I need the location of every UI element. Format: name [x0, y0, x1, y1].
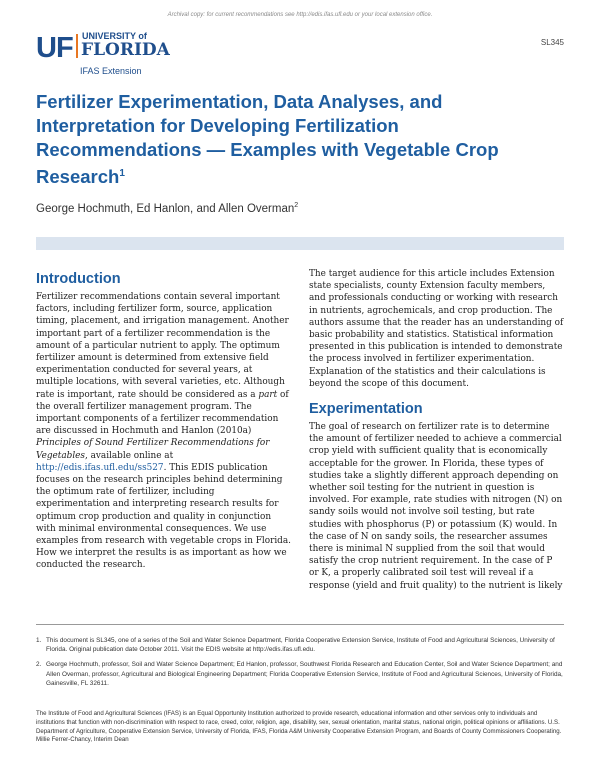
footnote-2: [36, 660, 564, 688]
logo-uf-letters: UF: [36, 32, 73, 64]
introduction-heading: Introduction: [36, 271, 121, 287]
edis-ss527-link[interactable]: http://edis.ifas.ufl.edu/ss527: [36, 462, 164, 473]
header-band: [36, 237, 564, 250]
footnote-divider: [36, 624, 564, 625]
title-footnote-ref[interactable]: 1: [119, 168, 125, 179]
intro-book-title: Principles of Sound Fertilizer Recommendations for Vegetables: [36, 438, 270, 461]
authors-text: George Hochmuth, Ed Hanlon, and Allen Overman: [36, 202, 295, 215]
authors-footnote-ref[interactable]: 2: [294, 202, 299, 209]
left-column: [36, 270, 291, 572]
intro-text-b: of the overall fertilizer management program. The important components of a fertilizer recommendation are discussed in Hochmuth and Hanlon (2010a): [36, 389, 289, 437]
footnote-text: This document is SL345, one of a series of the Soil and Water Science Department, Florida Cooperative Extension Service, Institute of Food and Agricultural Sciences, University of Florida. Original publication date October 2011. Visit the EDIS website at http://edis.ifas.ufl.edu.: [46, 637, 555, 654]
footnote-text: George Hochmuth, professor, Soil and Water Science Department; Ed Hanlon, professor, Southwest Florida Research and Education Center, Soil and Water Science Department; and Allen Overman, professor, Agricultural and Biological Engineering Department; Florida Cooperative Extension Service, Institute of Food and Agricultural Sciences, University of Florida, Gainesville, FL 32611.: [46, 661, 563, 687]
logo-divider: [76, 34, 78, 58]
logo-ifas-extension: IFAS Extension: [80, 66, 142, 76]
logo-florida: FLORIDA: [81, 40, 170, 60]
footnote-1: [36, 636, 564, 654]
experimentation-paragraph: The goal of research on fertilizer rate is to determine the amount of fertilizer needed to achieve a commercial crop yield with sufficient quality that is economically acceptable for the grower. In Florida, these types of studies take a slightly different approach depending on whether soil testing for the nutrient in question is involved. For example, rate studies with nitrogen (N) on sandy soils would not involve soil testing, but rate studies with phosphorus (P) or potassium (K) would. In the case of N on sandy soils, the researcher assumes there is minimal N supplied from the soil that would satisfy the crop nutrient requirement. In the case of P or K, a properly calibrated soil test will reveal if a response (yield and fruit quality) to the nutrient is likely: [309, 422, 563, 591]
title-text: Fertilizer Experimentation, Data Analyses, and Interpretation for Developing Fertilization Recommendations — Examples with Vegetable Crop Research: [36, 91, 499, 188]
audience-paragraph: The target audience for this article includes Extension state specialists, county Extension faculty members, and professionals conducting or working with research in nutrients, agrochemicals, and crop production. The authors assume that the reader has an understanding of basic probability and statistics. Statistical information presented in this publication is intended to demonstrate the process involved in fertilizer experimentation. Explanation of the statistics and their calculations is beyond the scope of this document.: [309, 269, 564, 389]
intro-text-d: . This EDIS publication focuses on the research principles behind determining the optimum rate of fertilizer, including experimentation and interpreting research results for optimum crop production and quality in conjunction with minimal environmental consequences. We use examples from research with vegetable crops in Florida. How we interpret the results is as important as how we conducted the research.: [36, 462, 291, 571]
equal-opportunity-statement: The Institute of Food and Agricultural Sciences (IFAS) is an Equal Opportunity Institution authorized to provide research, educational information and other services only to individuals and institutions that function with non-discrimination with respect to race, creed, color, religion, age, disability, sex, sexual orientation, marital status, national origin, political opinions or affiliations. U.S. Department of Agriculture, Cooperative Extension Service, University of Florida, IFAS, Florida A&M University Cooperative Extension Program, and Boards of County Commissioners Cooperating. Millie Ferrer-Chancy, Interim Dean: [36, 710, 562, 744]
introduction-paragraph: [36, 291, 291, 572]
document-id: SL345: [540, 38, 564, 47]
archival-notice: Archival copy: for current recommendations see http://edis.ifas.ufl.edu or your local extension office.: [167, 12, 433, 18]
intro-text-a: Fertilizer recommendations contain several important factors, including fertilizer form, source, application timing, placement, and irrigation management. Another important part of a fertilizer recommendation is the amount of a particular nutrient to apply. The optimum fertilizer amount is determined from extensive field experimentation conducted for several years, at multiple locations, with several varieties, etc. Although rate is important, rate should be considered as a: [36, 292, 289, 400]
intro-text-c: , available online at: [84, 450, 174, 461]
footnotes: [36, 636, 564, 694]
footnote-number: 2.: [36, 661, 42, 669]
intro-emphasis: part: [258, 389, 278, 400]
right-column: [309, 268, 564, 592]
footnote-number: 1.: [36, 637, 42, 644]
authors: [36, 202, 298, 215]
logo-university-of: UNIVERSITY of: [82, 31, 147, 41]
experimentation-heading: Experimentation: [309, 401, 423, 418]
uf-ifas-logo[interactable]: [36, 28, 186, 84]
page-title: [36, 90, 556, 189]
